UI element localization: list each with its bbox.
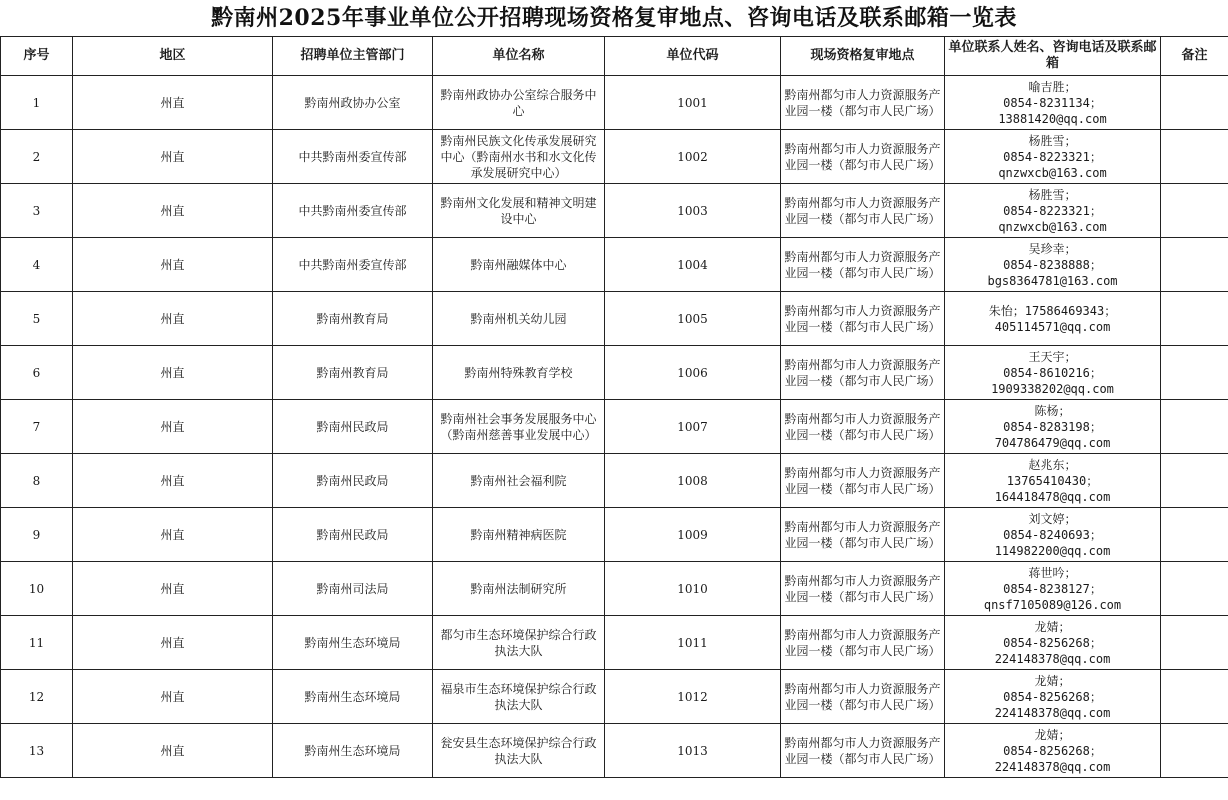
row-no-cell: 2 bbox=[1, 130, 73, 184]
row-note-cell bbox=[1161, 238, 1228, 292]
row-dept-cell: 黔南州民政局 bbox=[273, 508, 433, 562]
contact-line: 朱怡；17586469343； bbox=[988, 303, 1117, 318]
row-no-cell: 10 bbox=[1, 562, 73, 616]
row-contact-cell bbox=[945, 454, 1161, 508]
row-code-cell: 1006 bbox=[605, 346, 781, 400]
contact-line: 龙婧； bbox=[1034, 619, 1071, 634]
row-contact-cell bbox=[945, 562, 1161, 616]
contact-line: 0854-8610216； bbox=[1003, 365, 1102, 380]
contact-line: 0854-8238127； bbox=[1003, 581, 1102, 596]
row-code-cell: 1005 bbox=[605, 292, 781, 346]
row-unit-cell: 黔南州社会事务发展服务中心（黔南州慈善事业发展中心） bbox=[433, 400, 605, 454]
table-header-row bbox=[1, 37, 1228, 76]
recruitment-table bbox=[0, 36, 1228, 778]
contact-line: 赵兆东； bbox=[1028, 457, 1077, 472]
row-code-cell: 1010 bbox=[605, 562, 781, 616]
row-site-cell: 黔南州都匀市人力资源服务产业园一楼（都匀市人民广场） bbox=[781, 238, 945, 292]
contact-line: 0854-8223321； bbox=[1003, 203, 1102, 218]
row-unit-cell: 福泉市生态环境保护综合行政执法大队 bbox=[433, 670, 605, 724]
table-row bbox=[1, 724, 1228, 778]
row-region-cell: 州直 bbox=[73, 454, 273, 508]
row-site-cell: 黔南州都匀市人力资源服务产业园一楼（都匀市人民广场） bbox=[781, 454, 945, 508]
row-region-cell: 州直 bbox=[73, 292, 273, 346]
row-note-cell bbox=[1161, 76, 1228, 130]
row-note-cell bbox=[1161, 670, 1228, 724]
contact-line: 0854-8223321； bbox=[1003, 149, 1102, 164]
contact-line: 224148378@qq.com bbox=[994, 759, 1111, 774]
table-row bbox=[1, 184, 1228, 238]
row-dept-cell: 黔南州生态环境局 bbox=[273, 724, 433, 778]
row-dept-cell: 中共黔南州委宣传部 bbox=[273, 184, 433, 238]
page-title: 黔南州2025年事业单位公开招聘现场资格复审地点、咨询电话及联系邮箱一览表 bbox=[211, 5, 1017, 31]
table-row bbox=[1, 508, 1228, 562]
row-region-cell: 州直 bbox=[73, 76, 273, 130]
row-code-cell: 1009 bbox=[605, 508, 781, 562]
row-contact-cell bbox=[945, 400, 1161, 454]
contact-line: 13765410430； bbox=[1006, 473, 1099, 488]
row-dept-cell: 黔南州民政局 bbox=[273, 454, 433, 508]
contact-line: 0854-8283198； bbox=[1003, 419, 1102, 434]
row-dept-cell: 黔南州司法局 bbox=[273, 562, 433, 616]
row-note-cell bbox=[1161, 562, 1228, 616]
col-header-dept: 招聘单位主管部门 bbox=[273, 37, 433, 76]
row-region-cell: 州直 bbox=[73, 130, 273, 184]
contact-line: 0854-8238888； bbox=[1003, 257, 1102, 272]
row-note-cell bbox=[1161, 184, 1228, 238]
row-no-cell: 13 bbox=[1, 724, 73, 778]
row-unit-cell: 黔南州融媒体中心 bbox=[433, 238, 605, 292]
col-header-site: 现场资格复审地点 bbox=[781, 37, 945, 76]
table-row bbox=[1, 562, 1228, 616]
row-site-cell: 黔南州都匀市人力资源服务产业园一楼（都匀市人民广场） bbox=[781, 724, 945, 778]
row-unit-cell: 瓮安县生态环境保护综合行政执法大队 bbox=[433, 724, 605, 778]
row-code-cell: 1008 bbox=[605, 454, 781, 508]
col-header-no: 序号 bbox=[1, 37, 73, 76]
row-code-cell: 1001 bbox=[605, 76, 781, 130]
contact-line: 0854-8256268； bbox=[1003, 743, 1102, 758]
row-contact-cell bbox=[945, 724, 1161, 778]
row-unit-cell: 黔南州法制研究所 bbox=[433, 562, 605, 616]
row-site-cell: 黔南州都匀市人力资源服务产业园一楼（都匀市人民广场） bbox=[781, 346, 945, 400]
row-site-cell: 黔南州都匀市人力资源服务产业园一楼（都匀市人民广场） bbox=[781, 76, 945, 130]
col-header-contact: 单位联系人姓名、咨询电话及联系邮箱 bbox=[945, 37, 1161, 76]
row-no-cell: 8 bbox=[1, 454, 73, 508]
row-site-cell: 黔南州都匀市人力资源服务产业园一楼（都匀市人民广场） bbox=[781, 670, 945, 724]
row-code-cell: 1002 bbox=[605, 130, 781, 184]
row-site-cell: 黔南州都匀市人力资源服务产业园一楼（都匀市人民广场） bbox=[781, 508, 945, 562]
table-body bbox=[1, 76, 1228, 778]
row-contact-cell bbox=[945, 346, 1161, 400]
contact-line: qnsf7105089@126.com bbox=[983, 597, 1122, 612]
row-contact-cell bbox=[945, 616, 1161, 670]
row-no-cell: 12 bbox=[1, 670, 73, 724]
row-region-cell: 州直 bbox=[73, 184, 273, 238]
table-row bbox=[1, 238, 1228, 292]
contact-line: 刘文婷； bbox=[1028, 511, 1077, 526]
row-contact-cell bbox=[945, 76, 1161, 130]
row-note-cell bbox=[1161, 346, 1228, 400]
row-site-cell: 黔南州都匀市人力资源服务产业园一楼（都匀市人民广场） bbox=[781, 400, 945, 454]
row-note-cell bbox=[1161, 130, 1228, 184]
row-code-cell: 1007 bbox=[605, 400, 781, 454]
contact-line: 0854-8240693； bbox=[1003, 527, 1102, 542]
row-code-cell: 1003 bbox=[605, 184, 781, 238]
row-region-cell: 州直 bbox=[73, 724, 273, 778]
row-contact-cell bbox=[945, 292, 1161, 346]
row-dept-cell: 黔南州教育局 bbox=[273, 292, 433, 346]
row-no-cell: 7 bbox=[1, 400, 73, 454]
row-note-cell bbox=[1161, 454, 1228, 508]
table-row bbox=[1, 292, 1228, 346]
contact-line: 喻吉胜； bbox=[1028, 79, 1077, 94]
row-dept-cell: 中共黔南州委宣传部 bbox=[273, 130, 433, 184]
row-unit-cell: 黔南州民族文化传承发展研究中心（黔南州水书和水文化传承发展研究中心） bbox=[433, 130, 605, 184]
contact-line: 224148378@qq.com bbox=[994, 705, 1111, 720]
row-contact-cell bbox=[945, 130, 1161, 184]
contact-line: 164418478@qq.com bbox=[994, 489, 1111, 504]
row-contact-cell bbox=[945, 184, 1161, 238]
contact-line: 陈杨； bbox=[1034, 403, 1071, 418]
col-header-region: 地区 bbox=[73, 37, 273, 76]
row-unit-cell: 黔南州特殊教育学校 bbox=[433, 346, 605, 400]
row-note-cell bbox=[1161, 292, 1228, 346]
row-site-cell: 黔南州都匀市人力资源服务产业园一楼（都匀市人民广场） bbox=[781, 616, 945, 670]
col-header-code: 单位代码 bbox=[605, 37, 781, 76]
row-no-cell: 3 bbox=[1, 184, 73, 238]
contact-line: 0854-8256268； bbox=[1003, 635, 1102, 650]
row-dept-cell: 黔南州教育局 bbox=[273, 346, 433, 400]
contact-line: 224148378@qq.com bbox=[994, 651, 1111, 666]
row-dept-cell: 黔南州政协办公室 bbox=[273, 76, 433, 130]
row-unit-cell: 黔南州机关幼儿园 bbox=[433, 292, 605, 346]
contact-line: 龙婧； bbox=[1034, 673, 1071, 688]
contact-line: 13881420@qq.com bbox=[998, 111, 1107, 126]
contact-line: 蒋世吟； bbox=[1028, 565, 1077, 580]
row-contact-cell bbox=[945, 508, 1161, 562]
row-note-cell bbox=[1161, 616, 1228, 670]
row-region-cell: 州直 bbox=[73, 238, 273, 292]
row-note-cell bbox=[1161, 508, 1228, 562]
row-contact-cell bbox=[945, 670, 1161, 724]
row-dept-cell: 中共黔南州委宣传部 bbox=[273, 238, 433, 292]
row-no-cell: 11 bbox=[1, 616, 73, 670]
row-unit-cell: 黔南州政协办公室综合服务中心 bbox=[433, 76, 605, 130]
row-unit-cell: 黔南州社会福利院 bbox=[433, 454, 605, 508]
row-dept-cell: 黔南州生态环境局 bbox=[273, 616, 433, 670]
row-site-cell: 黔南州都匀市人力资源服务产业园一楼（都匀市人民广场） bbox=[781, 184, 945, 238]
row-site-cell: 黔南州都匀市人力资源服务产业园一楼（都匀市人民广场） bbox=[781, 562, 945, 616]
row-region-cell: 州直 bbox=[73, 400, 273, 454]
contact-line: 0854-8231134； bbox=[1003, 95, 1102, 110]
table-row bbox=[1, 616, 1228, 670]
col-header-unit: 单位名称 bbox=[433, 37, 605, 76]
contact-line: 王天宇； bbox=[1028, 349, 1077, 364]
table-row bbox=[1, 400, 1228, 454]
row-dept-cell: 黔南州民政局 bbox=[273, 400, 433, 454]
table-row bbox=[1, 130, 1228, 184]
col-header-note: 备注 bbox=[1161, 37, 1228, 76]
contact-line: 1909338202@qq.com bbox=[991, 381, 1114, 396]
contact-line: bgs8364781@163.com bbox=[987, 273, 1118, 288]
row-no-cell: 1 bbox=[1, 76, 73, 130]
row-code-cell: 1011 bbox=[605, 616, 781, 670]
row-no-cell: 4 bbox=[1, 238, 73, 292]
row-region-cell: 州直 bbox=[73, 670, 273, 724]
row-no-cell: 6 bbox=[1, 346, 73, 400]
contact-line: 0854-8256268； bbox=[1003, 689, 1102, 704]
row-site-cell: 黔南州都匀市人力资源服务产业园一楼（都匀市人民广场） bbox=[781, 292, 945, 346]
row-code-cell: 1004 bbox=[605, 238, 781, 292]
contact-line: qnzwxcb@163.com bbox=[998, 219, 1107, 234]
row-no-cell: 5 bbox=[1, 292, 73, 346]
contact-line: 704786479@qq.com bbox=[994, 435, 1111, 450]
contact-line: 龙婧； bbox=[1034, 727, 1071, 742]
contact-line: 吴珍幸； bbox=[1028, 241, 1077, 256]
table-row bbox=[1, 76, 1228, 130]
contact-line: 杨胜雪； bbox=[1028, 187, 1077, 202]
row-note-cell bbox=[1161, 400, 1228, 454]
row-unit-cell: 都匀市生态环境保护综合行政执法大队 bbox=[433, 616, 605, 670]
row-dept-cell: 黔南州生态环境局 bbox=[273, 670, 433, 724]
row-no-cell: 9 bbox=[1, 508, 73, 562]
row-code-cell: 1012 bbox=[605, 670, 781, 724]
row-note-cell bbox=[1161, 724, 1228, 778]
row-site-cell: 黔南州都匀市人力资源服务产业园一楼（都匀市人民广场） bbox=[781, 130, 945, 184]
contact-line: 杨胜雪； bbox=[1028, 133, 1077, 148]
table-row bbox=[1, 670, 1228, 724]
row-unit-cell: 黔南州精神病医院 bbox=[433, 508, 605, 562]
table-row bbox=[1, 346, 1228, 400]
row-region-cell: 州直 bbox=[73, 562, 273, 616]
row-region-cell: 州直 bbox=[73, 346, 273, 400]
row-code-cell: 1013 bbox=[605, 724, 781, 778]
row-unit-cell: 黔南州文化发展和精神文明建设中心 bbox=[433, 184, 605, 238]
contact-line: qnzwxcb@163.com bbox=[998, 165, 1107, 180]
row-contact-cell bbox=[945, 238, 1161, 292]
contact-line: 114982200@qq.com bbox=[994, 543, 1111, 558]
row-region-cell: 州直 bbox=[73, 508, 273, 562]
table-row bbox=[1, 454, 1228, 508]
contact-line: 405114571@qq.com bbox=[994, 319, 1111, 334]
row-region-cell: 州直 bbox=[73, 616, 273, 670]
